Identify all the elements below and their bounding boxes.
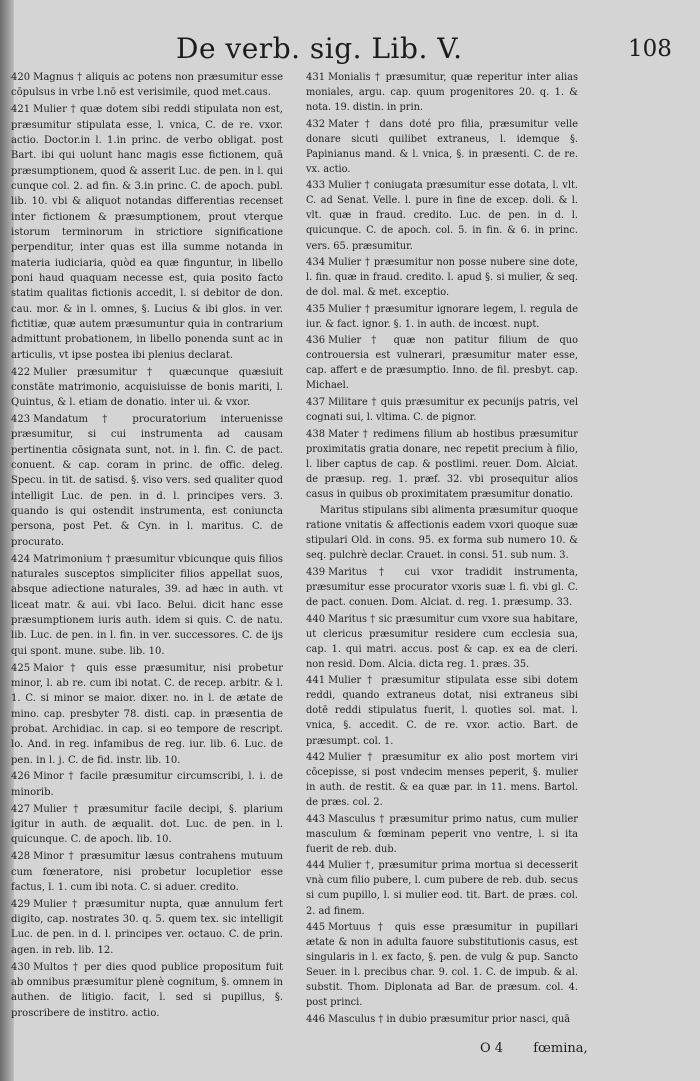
- entry-number: 429: [11, 898, 31, 910]
- entry-number: 441: [306, 675, 326, 687]
- entry-text: Mulier † præsumitur stipulata esse sibi dotem reddi, quando extraneus dotat, nisi extraneus sibi dotē reddi stipulatus fuerit, l. quoties sol. mat. l. vnica, §. accedit. C. de re. vxor. actio. Bart. de præsumpt. col. 1.: [306, 675, 578, 747]
- entry-number: 424: [11, 553, 31, 565]
- entry-text: Mandatum † procuratorium interuenisse præsumitur, si cui instrumenta ad causam pertinentia cōsignata sunt, not. in l. fin. C. de pact. conuent. & cap. coram in princ. de offic. deleg. Specu. in tit. de satisd. §. viso vers. sed qualiter quod intelligit Luc. de pen. in d. l. principes vers. 3. quando is qui ostendit instrumenta, est coniuncta persona, post Pet. & Cyn. in l. maritus. C. de procurato.: [11, 414, 283, 548]
- entry-number: 445: [306, 922, 326, 934]
- entry: [11, 802, 283, 848]
- entry-text: Monialis † præsumitur, quæ reperitur inter alias moniales, argu. cap. quum progenitores 20. q. 1. & nota. 19. distin. in prin.: [306, 72, 578, 114]
- entry: [306, 920, 578, 1010]
- entry: [11, 849, 283, 895]
- entry-number: 421: [11, 104, 31, 116]
- entry-number: 420: [11, 72, 31, 83]
- entry-number: 427: [11, 803, 31, 815]
- entry-number: 442: [306, 752, 326, 764]
- entry-text: Mulier †, præsumitur prima mortua si decesserit vnà cum filio pubere, l. cum pubere de reb. dub. secus si cum pupillo, l. si mulier eod. tit. Bart. de præs. col. 2. ad finem.: [306, 860, 578, 917]
- entry: [306, 565, 578, 610]
- entry: [306, 255, 578, 300]
- entry: [306, 750, 578, 810]
- entry-number: 425: [11, 662, 31, 674]
- catchline: [480, 1041, 588, 1056]
- running-title: De verb. sig. Lib. V.: [176, 32, 463, 65]
- entry-text: Mater † redimens filium ab hostibus præsumitur proximitatis gratia donare, nec repetit precium à filio, l. liber captus de cap. & postlimi. reuer. Dom. Alciat. de præsup. reg. 1. præf. 32. vbi prosequitur alios casus in quibus ob proximitatem præsumitur donatio.: [306, 428, 578, 500]
- entry-number: 446: [306, 1013, 326, 1025]
- entry: [306, 1012, 578, 1027]
- entry: [11, 412, 283, 550]
- entry: [306, 427, 578, 502]
- entry-text: Minor † facile præsumitur circumscribi, l. i. de minorib.: [11, 771, 283, 798]
- entry: [306, 612, 578, 672]
- entry: [306, 673, 578, 748]
- entry-text: Mulier † præsumitur ex alio post mortem viri cōcepisse, si post vndecim menses peperit, §. mulier in auth. de restit. & ea quæ par. in 11. mens. Bartol. de præs. col. 2.: [306, 752, 578, 809]
- entry: [306, 812, 578, 857]
- entry-number: 440: [306, 613, 326, 625]
- right-column: [306, 70, 578, 1028]
- entry: [11, 102, 283, 363]
- entry-text: Matrimonium † præsumitur vbicunque quis filios naturales susceptos simpliciter filios appellat suos, absque adiectione naturales, 39. ad hæc in auth. vt liceat matr. & aui. vbi Iaco. Belui. dicit hanc esse præsumptionem iuris auth. idem si quis. C. de natu. lib. Luc. de pen. in l. fin. in ver. successores. C. de ijs qui spont. mune. sube. lib. 10.: [11, 553, 283, 657]
- entry-text: Mulier † quæ non patitur filium de quo controuersia est vulnerari, præsumitur mater esse, cap. affert e de præsumptio. Inno. de fil. presbyt. cap. Michael.: [306, 335, 578, 392]
- entry-number: 436: [306, 335, 326, 347]
- page-number: 108: [628, 36, 672, 62]
- entry-text: Minor † præsumitur læsus contrahens mutuum cum fœneratore, nisi probetur locupletior esse factus, l. 1. cum ibi nota. C. si aduer. credito.: [11, 851, 283, 893]
- entry-text: Militare † quis præsumitur ex pecunijs patris, vel cognati sui, l. vltima. C. de pignor.: [306, 396, 578, 424]
- entry: [306, 117, 578, 177]
- entry-number: 423: [11, 414, 31, 426]
- entry-text: Mater † dans doté pro filia, præsumitur velle donare sicuti quilibet extraneus, l. idemque §. Papinianus mand. & l. vnica, §. in præsenti. C. de re. vx. actio.: [306, 118, 578, 175]
- entry-number: 443: [306, 813, 326, 825]
- entry-text: Mortuus † quis esse præsumitur in pupillari ætate & non in adulta fauore substitutionis casus, est singularis in l. ex facto, §. pen. de vulg & pup. Sancto Seuer. in l. precibus char. 9. col. 1. C. de impub. & al. substit. Thom. Diplonata ad Bar. de præsum. col. 4. post princi.: [306, 922, 578, 1009]
- left-column: [11, 70, 283, 1022]
- entry-text: Mulier † quæ dotem sibi reddi stipulata non est, præsumitur stipulata esse, l. vnica, C. de re. vxor. actio. Doctor.in l. 1.in princ. de verbo obligat. post Bart. ibi qui uolunt hanc magis esse fictionem, quā præsumptionem, quod & asserit Luc. de pen. in l. qui cunque col. 2. ad fin. & 3.in princ. C. de apoch. publ. lib. 10. vbi & aliquot notandas differentias recenset inter fictionem & præsumptionem, prout vterque istorum terminorum in strictiore significatione perpenditur, inter quas est illa summe notanda in materia iudiciaria, quòd ea quæ finguntur, in libello poni haud quaquam necesse est, quia posito facto statim qualitas fictionis accedit, l. si debitor de don. cau. mor. & in l. omnes, §. Lucius & ibi glos. in ver. fictitiæ, quæ autem præsumuntur quia in contrarium admittunt probationem, in libello ponenda sunt ac in articulis, vt ipse postea ibi plenius declarat.: [11, 104, 283, 361]
- entry-number: 434: [306, 257, 326, 269]
- entry-text: Maritus † sic præsumitur cum vxore sua habitare, ut clericus præsumitur residere cum ecclesia sua, cap. 1. qui matri. accus. post & cap. ex ea de cleri. non resid. Dom. Alcia. dicta reg. 1. præs. 35.: [306, 613, 578, 670]
- entry-text: Maritus stipulans sibi alimenta præsumitur quoque ratione vnitatis & affectionis eadem vxori quoque suæ stipulari Old. in cons. 95. ex forma sub numero 10. & seq. pulchrè declar. Crauet. in consi. 51. sub num. 3.: [306, 505, 578, 562]
- entry-number: 439: [306, 567, 326, 578]
- entry-number: 426: [11, 771, 31, 783]
- entry-number: 437: [306, 396, 326, 408]
- entry: [306, 302, 578, 332]
- entry: [306, 333, 578, 393]
- entry-text: Mulier † præsumitur ignorare legem, l. regula de iur. & fact. ignor. §. 1. in auth. de incœst. nupt.: [306, 303, 578, 330]
- entry-text: Maior † quis esse præsumitur, nisi probetur minor, l. ab re. cum ibi notat. C. de recep. arbitr. & l. 1. C. si minor se maior. dixer. no. in l. de ætate de mino. cap. presbyter 78. disti. cap. in præsentia de probat. Archidiac. in cap. si eo tempore de rescript. lo. And. in reg. infamibus de reg. iur. lib. 6. Luc. de pen. in l. j. C. de fid. instr. lib. 10.: [11, 662, 283, 766]
- entry-text: Maritus † cui vxor tradidit instrumenta, præsumitur esse procurator vxoris suæ l. fi. vbi gl. C. de pact. conuen. Dom. Alciat. d. reg. 1. præsump. 33.: [306, 567, 578, 609]
- entry: [11, 897, 283, 958]
- entry-text: Mulier præsumitur † quæcunque quæsiuit constāte matrimonio, acquisiuisse de bonis mariti, l. Quintus, & l. etiam de donatio. inter ui. & vxor.: [11, 366, 283, 409]
- page-header: [0, 32, 700, 66]
- entry: [11, 552, 283, 659]
- entry-text: Masculus † præsumitur primo natus, cum mulier masculum & fœminam peperit vno ventre, l. si ita fuerit de reb. dub.: [306, 813, 578, 855]
- entry-number: 430: [11, 961, 31, 973]
- entry-number: 432: [306, 118, 326, 130]
- entry-text: Mulier † præsumitur facile decipi, §. plarium igitur in auth. de æqualit. dot. Luc. de pen. in l. quicunque. C. de apoch. lib. 10.: [11, 803, 283, 846]
- entry-text: Multos † per dies quod publice propositum fuit ab omnibus præsumitur plenè cognitum, §. omnem in authen. de litigio. facit, l. sed si pupillus, §. proscribere de institro. actio.: [11, 961, 283, 1019]
- catchword: fœmina,: [533, 1041, 588, 1056]
- entry-number: 433: [306, 180, 326, 192]
- entry: [11, 70, 283, 101]
- entry-number: 438: [306, 428, 326, 440]
- entry-number: 428: [11, 851, 31, 863]
- entry: [306, 858, 578, 918]
- entry-number: 422: [11, 366, 31, 378]
- entry: [11, 960, 283, 1021]
- entry-text: Mulier † præsumitur non posse nubere sine dote, l. fin. quæ in fraud. credito. l. apud §. si mulier, & seq. de dol. mal. & met. exceptio.: [306, 257, 578, 299]
- entry-number: 435: [306, 303, 326, 315]
- entry-text: Masculus † in dubio præsumitur prior nasci, quā: [328, 1013, 571, 1025]
- entry: [306, 395, 578, 425]
- entry: [306, 503, 578, 563]
- entry-text: Mulier † præsumitur nupta, quæ annulum fert digito, cap. nostrates 30. q. 5. quem tex. sic intelligit Luc. de pen. in d. l. principes ver. octauo. C. de prin. agen. in reb. lib. 12.: [11, 898, 283, 956]
- signature-mark: O 4: [480, 1041, 504, 1056]
- entry: [11, 661, 283, 768]
- entry-text: Mulier † coniugata præsumitur esse dotata, l. vlt. C. ad Senat. Velle. l. pure in fine de excep. doli. & l. vlt. quæ in fraud. credito. Luc. de pen. in d. l. quicunque. C. de apoch. col. 5. in fin. & 6. in princ. vers. 65. præsumitur.: [306, 180, 578, 252]
- entry-number: 444: [306, 860, 326, 872]
- entry: [11, 365, 283, 411]
- entry-text: Magnus † aliquis ac potens non præsumitur esse cōpulsus in vrbe l.nō est verisimile, quod met.caus.: [11, 72, 283, 99]
- entry: [11, 769, 283, 800]
- entry: [306, 178, 578, 253]
- entry-number: 431: [306, 72, 326, 83]
- entry: [306, 70, 578, 115]
